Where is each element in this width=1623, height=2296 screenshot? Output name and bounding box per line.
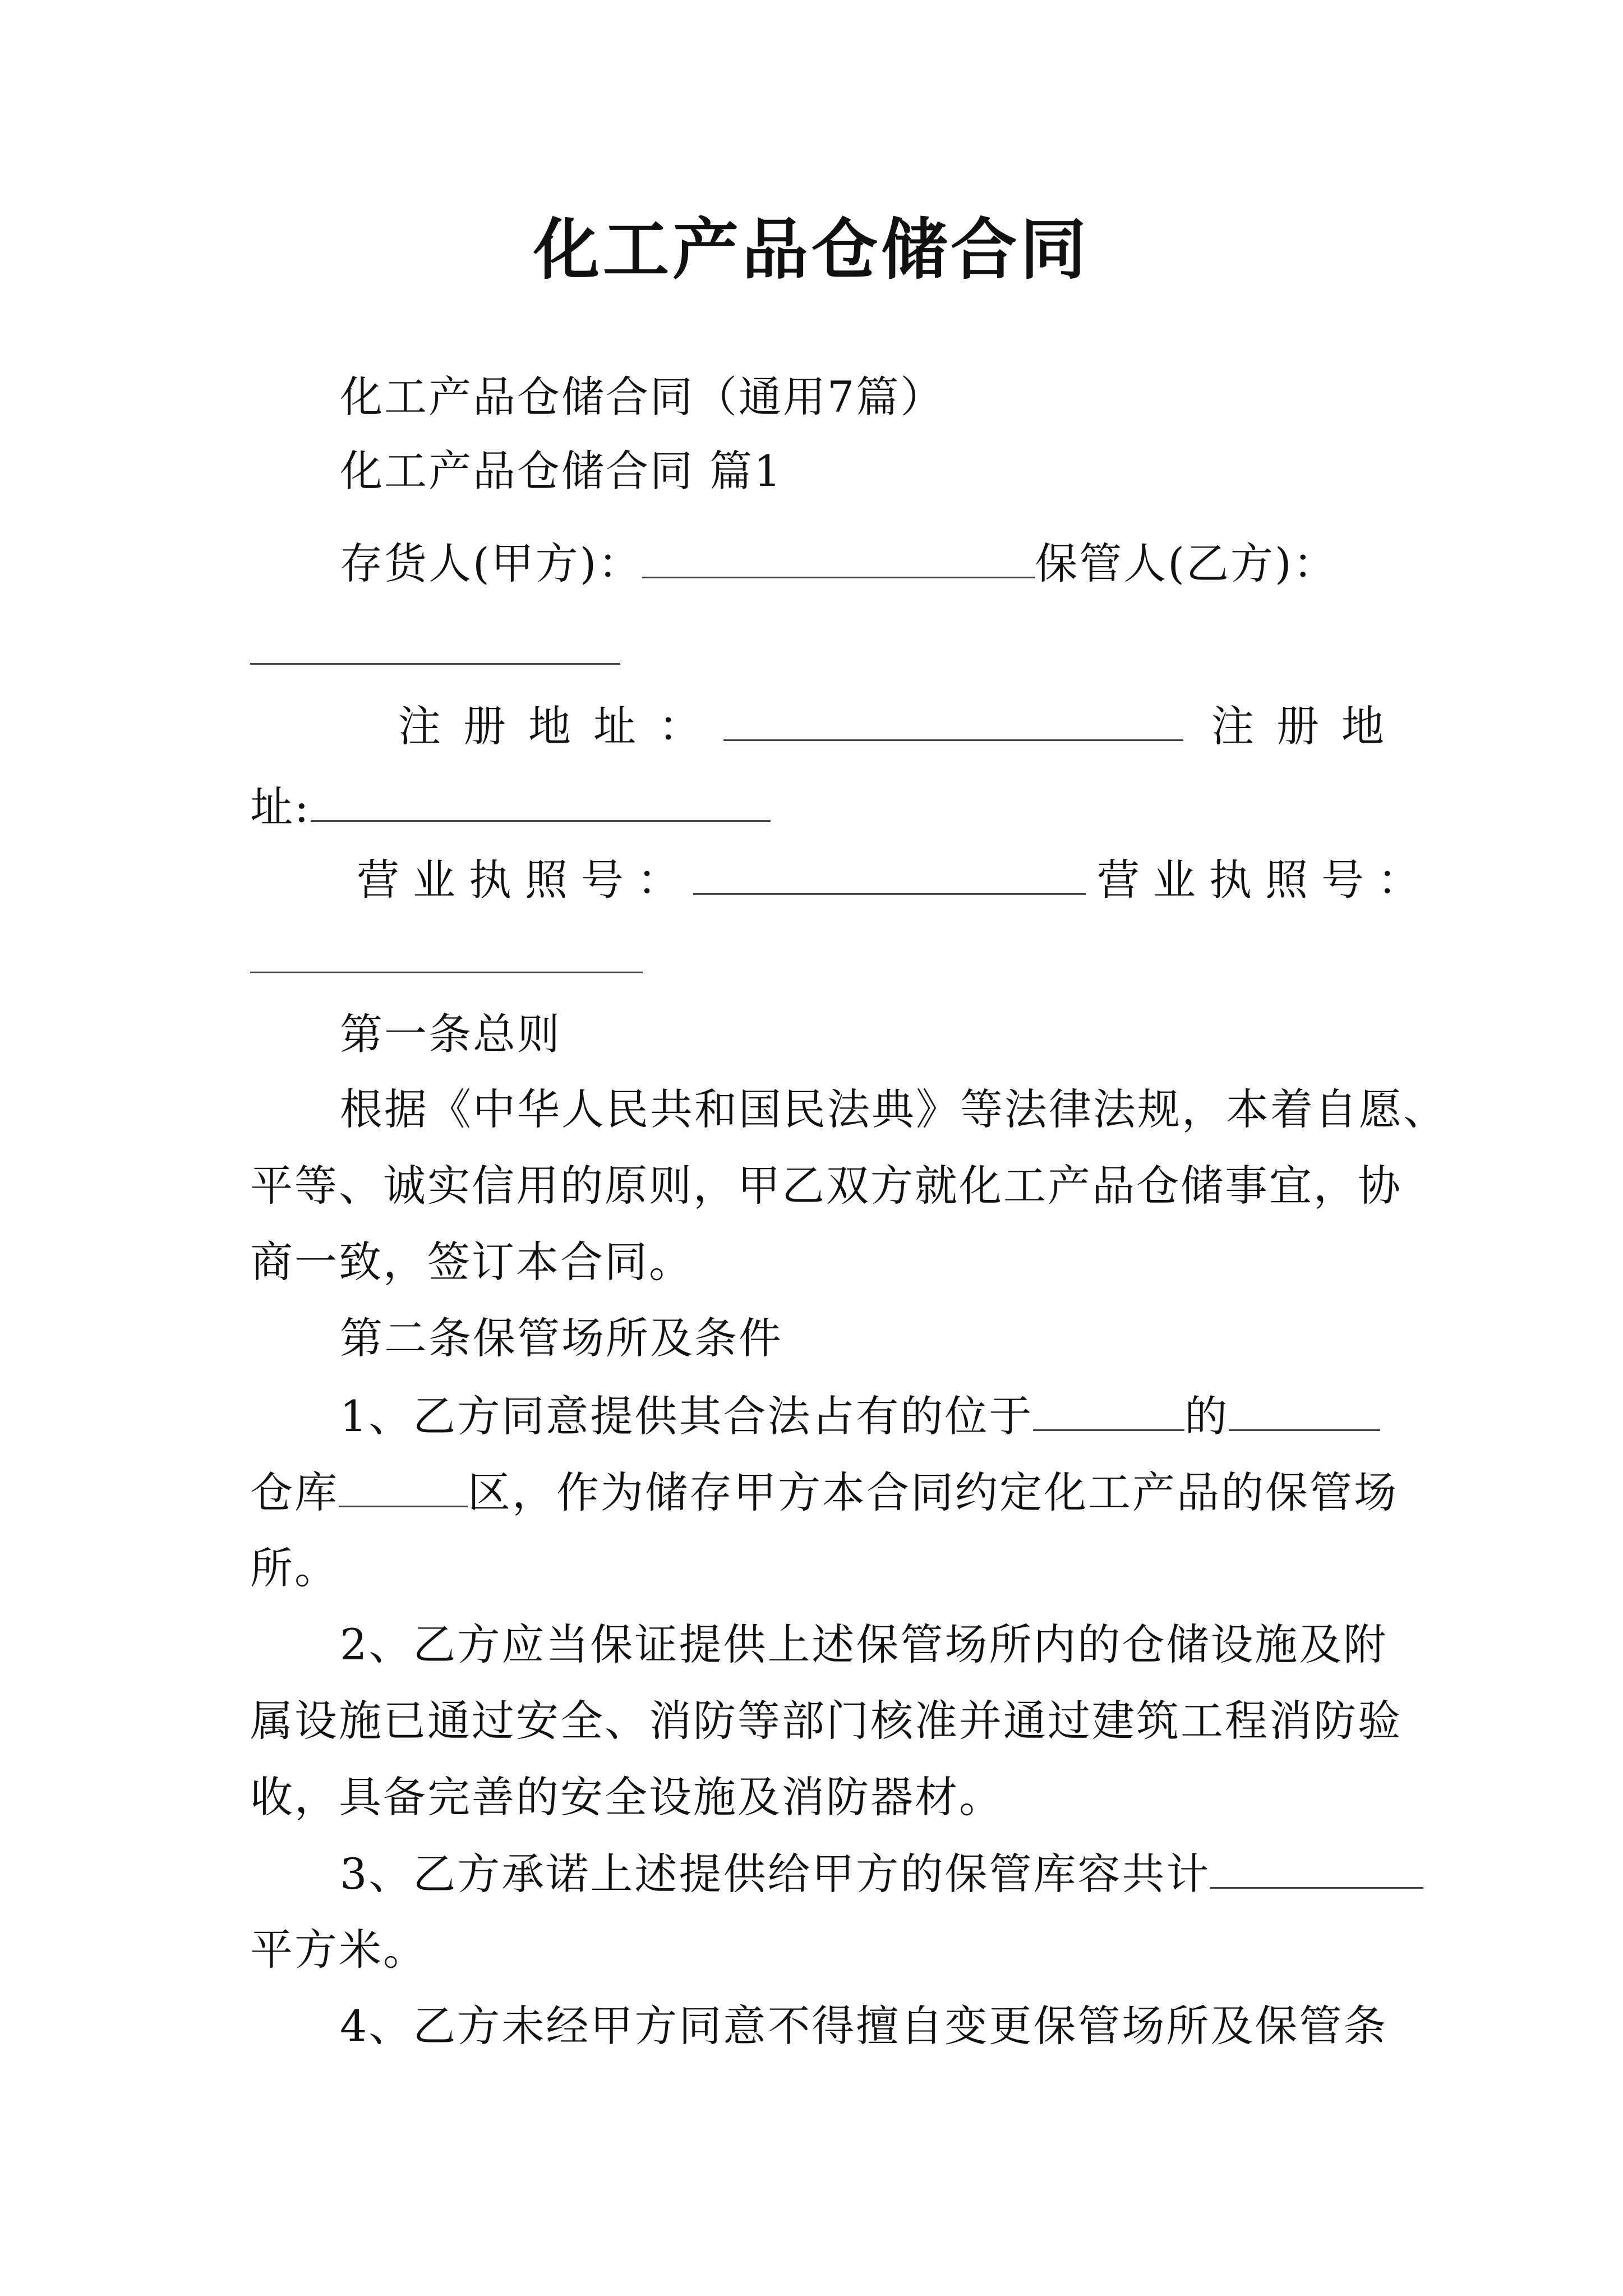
reg-address-label-1: 注册地址： — [398, 701, 723, 751]
depositor-blank — [642, 536, 1035, 578]
license-label-2: 营业执照号： — [1097, 855, 1433, 905]
license-label-1: 营业执照号： — [357, 855, 693, 905]
keeper-label: 保管人(乙方)： — [1035, 539, 1338, 588]
item3-text: 3、乙方承诺上述提供给甲方的保管库容共计 — [340, 1849, 1211, 1899]
item1-part1: 1、乙方同意提供其合法占有的位于 — [340, 1391, 1034, 1441]
item1-blank-location — [1033, 1389, 1184, 1431]
item1-line2b: 区，作为储存甲方本合同约定化工产品的保管场 — [468, 1467, 1398, 1517]
item1-part2: 的 — [1184, 1391, 1229, 1441]
reg-address-row-2 — [250, 780, 1389, 834]
item1-line2a: 仓库 — [250, 1467, 339, 1517]
article1-line3: 商一致，签订本合同。 — [250, 1237, 693, 1287]
item2-line1: 2、乙方应当保证提供上述保管场所内的仓储设施及附 — [340, 1619, 1388, 1669]
reg-address-blank-2 — [311, 780, 771, 822]
article1-line1: 根据《中华人民共和国民法典》等法律法规，本着自愿、 — [340, 1084, 1447, 1134]
reg-address-row — [398, 699, 1407, 753]
item2-line3: 收，具备完善的安全设施及消防器材。 — [250, 1772, 1003, 1822]
article1-line2: 平等、诚实信用的原则，甲乙双方就化工产品仓储事宜，协 — [250, 1161, 1402, 1211]
article1-heading: 第一条总则 — [340, 1009, 561, 1059]
reg-address-label-2a: 注册地 — [1211, 701, 1407, 751]
license-blank-1 — [693, 853, 1086, 895]
part-heading: 化工产品仓储合同 篇1 — [340, 446, 783, 496]
depositor-row — [340, 536, 1389, 591]
article2-heading: 第二条保管场所及条件 — [340, 1313, 783, 1363]
item1-blank-zone — [339, 1465, 468, 1507]
reg-address-blank-1 — [723, 699, 1183, 741]
keeper-blank — [250, 623, 620, 665]
item2-line2: 属设施已通过安全、消防等部门核准并通过建筑工程消防验 — [250, 1696, 1402, 1746]
item1-blank-warehouse — [1229, 1389, 1380, 1431]
item1-line1 — [340, 1389, 1389, 1443]
license-row — [357, 853, 1433, 907]
document-subtitle: 化工产品仓储合同（通用7篇） — [340, 372, 945, 422]
item3-line1 — [340, 1847, 1389, 1901]
document-title: 化工产品仓储合同 — [533, 210, 1090, 288]
item3-line2: 平方米。 — [250, 1925, 427, 1975]
license-blank-2 — [250, 931, 643, 973]
item1-line2 — [250, 1465, 1398, 1520]
item3-blank-area — [1210, 1847, 1423, 1889]
depositor-label: 存货人(甲方)： — [340, 539, 643, 588]
item4-line1: 4、乙方未经甲方同意不得擅自变更保管场所及保管条 — [340, 2001, 1388, 2051]
license-blank-row — [250, 931, 1389, 986]
keeper-blank-row — [250, 623, 1389, 677]
item1-line3: 所。 — [250, 1543, 339, 1593]
reg-address-label-2b: 址: — [250, 782, 311, 832]
